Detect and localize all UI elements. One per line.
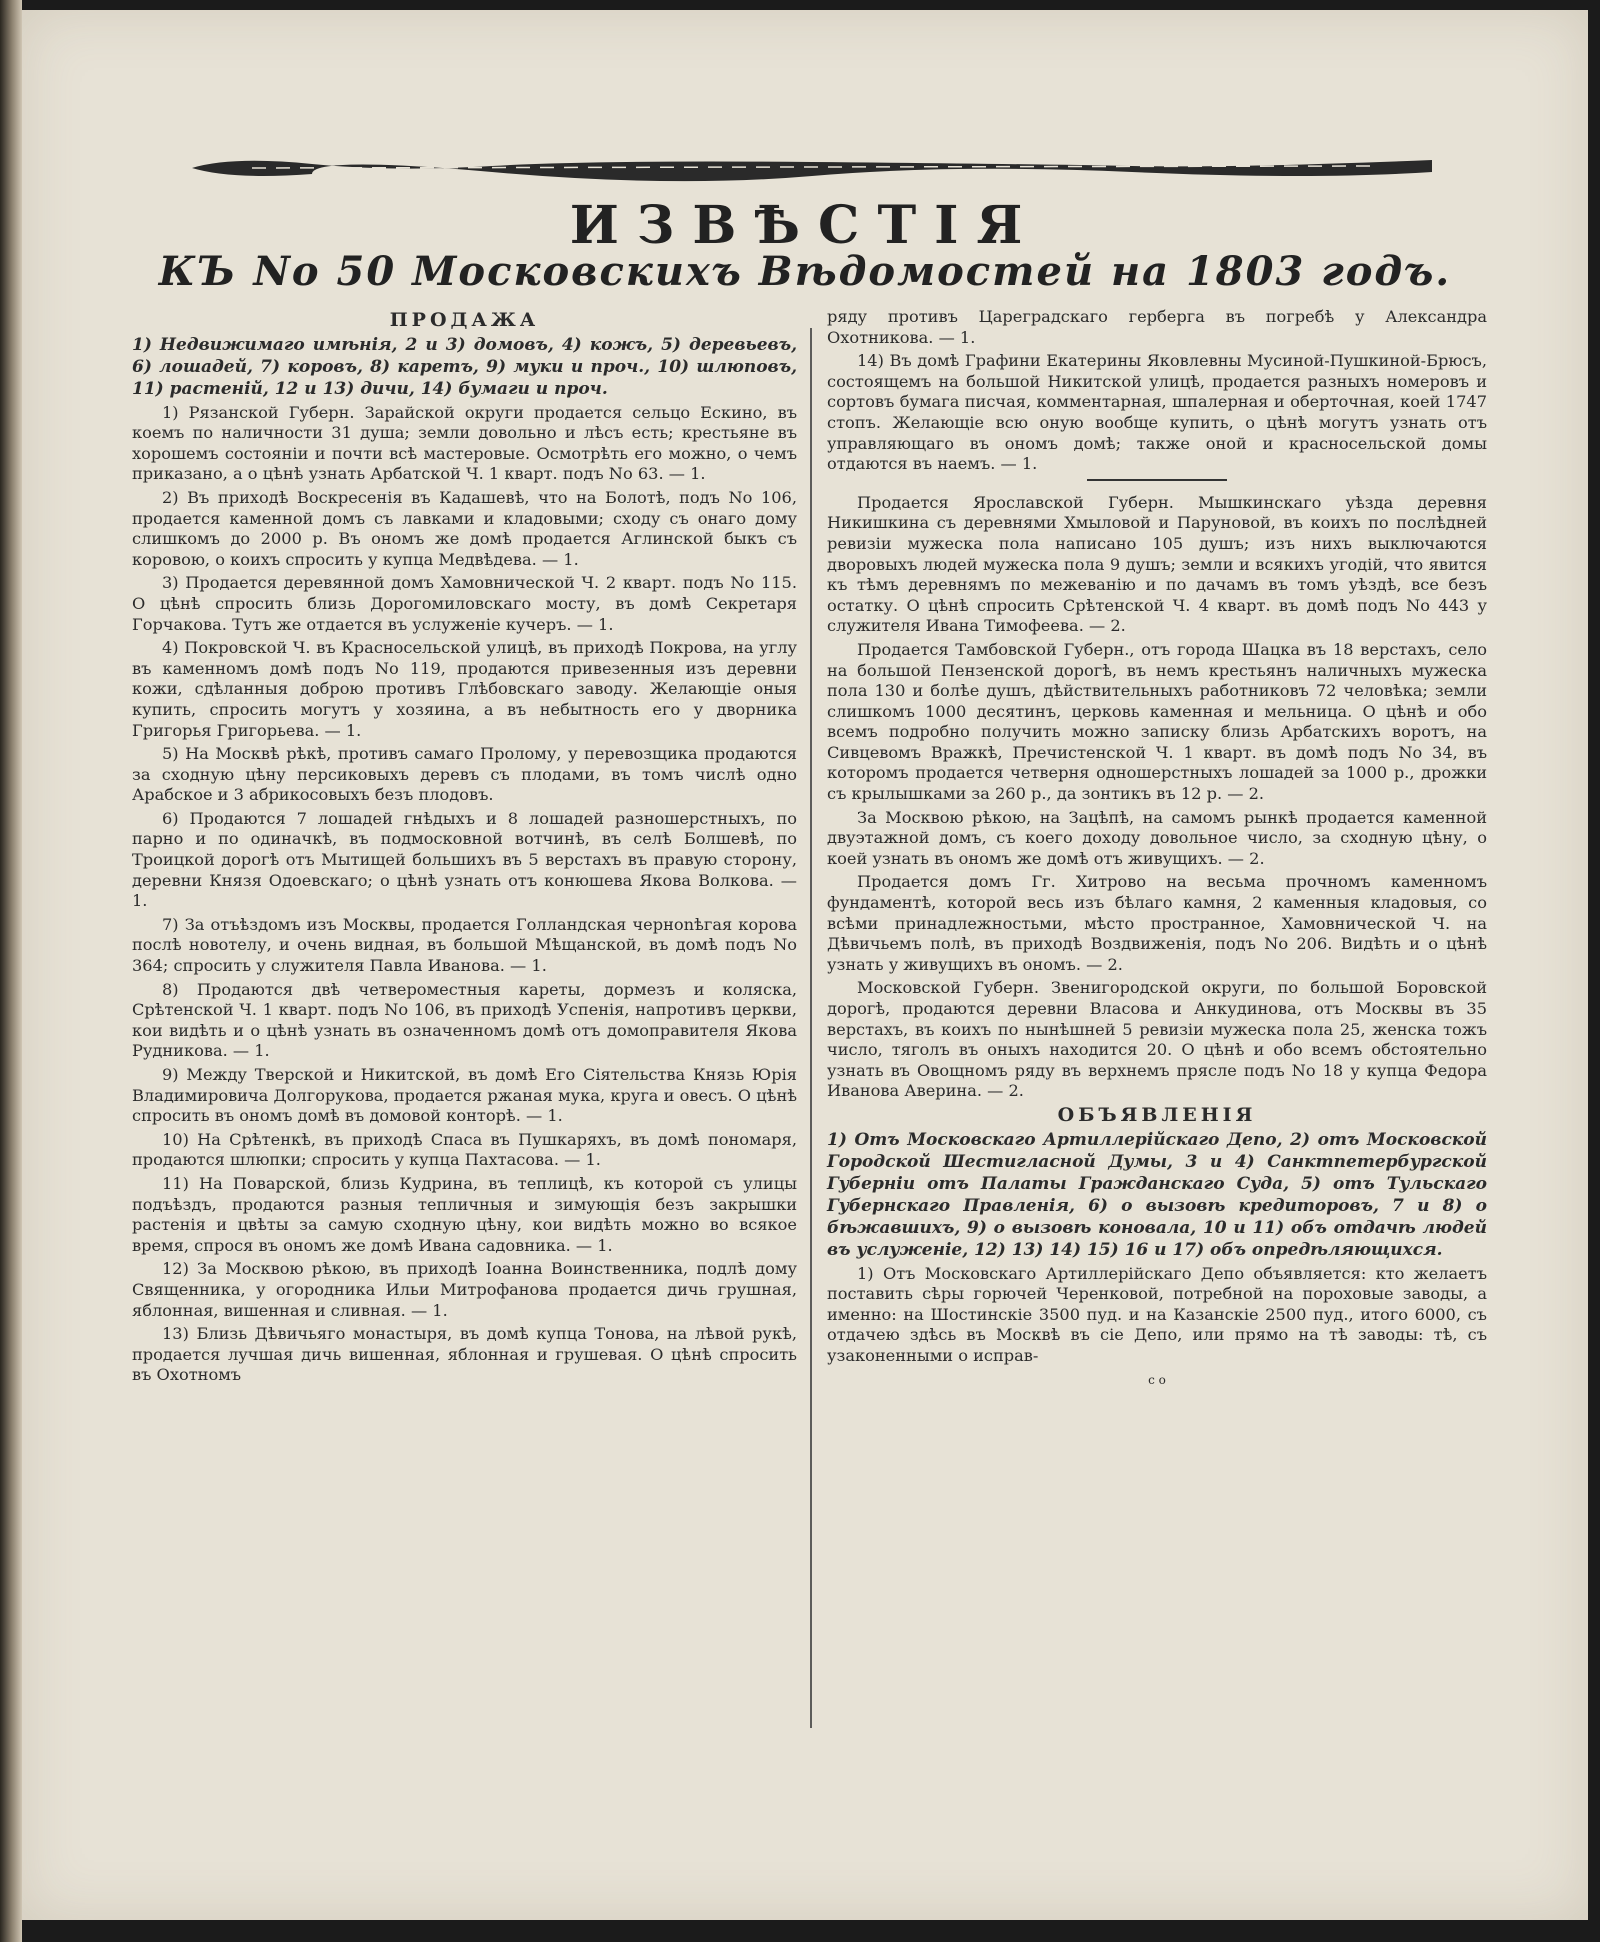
sale-item: 10) На Срѣтенкѣ, въ приходѣ Спаса въ Пушкаряхъ, въ домѣ пономаря, продаются шлюпки; спросить у купца Пахтасова. — 1. (132, 1129, 797, 1170)
announcements-heading: ОБЪЯВЛЕНІЯ (1057, 1103, 1257, 1126)
estate-notice: За Москвою рѣкою, на Зацѣпѣ, на самомъ рынкѣ продается каменной двуэтажной домъ, съ коего доходу довольное число, за сходную цѣну, о коей узнать въ ономъ же домѣ отъ живущихъ. — 2. (827, 807, 1487, 868)
right-column (827, 307, 1487, 1393)
sale-item: 14) Въ домѣ Графини Екатерины Яковлевны Мусиной-Пушкиной-Брюсъ, состоящемъ на большой Никитской улицѣ, продается разныхъ номеровъ и сортовъ бумага писчая, комментарная, шпалерная и оберточная, коей 1747 стопъ. Желающіе всю оную вообще купить, о цѣнѣ могутъ узнать отъ управляющаго въ ономъ домѣ; также оной и красносельской домы отдаются въ наемъ. — 1. (827, 351, 1487, 474)
sale-item: 4) Покровской Ч. въ Красносельской улицѣ, въ приходѣ Покрова, на углу въ каменномъ домѣ подъ No 119, продаются привезенныя изъ деревни кожи, сдѣланныя доброю противъ Глѣбовскаго заводу. Желающіе оныя купить, спросить могутъ у хозяина, а въ небытность его у дворника Григорья Григорьева. — 1. (132, 638, 797, 740)
sale-item: 9) Между Тверской и Никитской, въ домѣ Его Сіятельства Князь Юрія Владимировича Долгорукова, продается ржаная мука, круга и овесъ. О цѣнѣ спросить въ ономъ домѣ въ домовой конторѣ. — 1. (132, 1065, 797, 1126)
announcement-item: 1) Отъ Московскаго Артиллерійскаго Депо объявляется: кто желаетъ поставить сѣры горючей Черенковой, потребной на пороховые заводы, а именно: на Шостинскіе 3500 пуд. и на Казанскіе 2500 пуд., итого 6000, съ отдачею здѣсь въ Москвѣ въ сіе Депо, или прямо на тѣ заводы: тѣ, съ узаконенными о исправ- (827, 1263, 1487, 1365)
sale-item: 5) На Москвѣ рѣкѣ, противъ самаго Пролому, у перевозщика продаются за сходную цѣну персиковыхъ деревъ съ плодами, въ томъ числѣ одно Арабское и 3 абрикосовыхъ безъ плодовъ. (132, 744, 797, 805)
masthead-title: ИЗВѢСТІЯ (569, 195, 1041, 256)
sale-item: 13) Близь Дѣвичьяго монастыря, въ домѣ купца Тонова, на лѣвой рукѣ, продается лучшая дичь вишенная, яблонная и грушевая. О цѣнѣ спросить въ Охотномъ (132, 1324, 797, 1385)
estate-notice: Продается домъ Гг. Хитрово на весьма прочномъ каменномъ фундаментѣ, которой весь изъ бѣлаго камня, 2 каменныя кладовыя, со всѣми принадлежностьми, мѣсто пространное, Хамовнической Ч. на Дѣвичьемъ полѣ, въ приходѣ Воздвиженія, подъ No 206. Видѣть и о цѣнѣ узнать у живущихъ въ ономъ. — 2. (827, 872, 1487, 974)
column-divider (810, 328, 812, 1728)
book-spine (0, 0, 22, 1942)
section-rule (1087, 479, 1227, 481)
ornamental-rule (192, 150, 1432, 186)
announcements-index: 1) Отъ Московскаго Артиллерійскаго Депо, 2) отъ Московской Городской Шестигласной Думы, 3 и 4) Санктпетербургской Губерніи отъ Палаты Гражданскаго Суда, 5) отъ Тульскаго Губернскаго Правленія, 6) о вызовѣ кредиторовъ, 7 и 8) о бѣжавшихъ, 9) о вызовѣ коновала, 10 и 11) объ отдачѣ людей въ услуженіе, 12) 13) 14) 15) 16 и 17) объ опредѣляющихся. (827, 1129, 1487, 1260)
sale-item: 8) Продаются двѣ четвероместныя кареты, дормезъ и коляска, Срѣтенской Ч. 1 кварт. подъ No 106, въ приходѣ Успенія, напротивъ церкви, кои видѣть и о цѣнѣ узнать въ означенномъ домѣ отъ домоправителя Якова Рудникова. — 1. (132, 979, 797, 1061)
masthead-subtitle: КЪ No 50 Московскихъ Вѣдомостей на 1803 годъ. (158, 248, 1452, 295)
left-column (132, 310, 797, 1389)
carryover-text: ряду противъ Цареградскаго герберга въ погребѣ у Александра Охотникова. — 1. (827, 307, 1487, 347)
sale-index: 1) Недвижимаго имѣнія, 2 и 3) домовъ, 4) кожъ, 5) деревьевъ, 6) лошадей, 7) коровъ, 8) каретъ, 9) муки и проч., 10) шлюповъ, 11) растеній, 12 и 13) дичи, 14) бумаги и проч. (132, 334, 797, 399)
estate-notice: Московской Губерн. Звенигородской округи, по большой Боровской дорогѣ, продаются деревни Власова и Анкудинова, отъ Москвы въ 35 верстахъ, въ коихъ по нынѣшней 5 ревизіи мужеска пола 25, женска тожъ число, тяголъ въ оныхъ находится 20. О цѣнѣ и обо всемъ обстоятельно узнать въ Овощномъ ряду въ верхнемъ прясле подъ No 18 у купца Федора Ивановa Аверина. — 2. (827, 978, 1487, 1101)
sale-item: 6) Продаются 7 лошадей гнѣдыхъ и 8 лошадей разношерстныхъ, по парно и по одиначкѣ, въ подмосковной вотчинѣ, въ селѣ Болшевѣ, по Троицкой дорогѣ отъ Мытищей большихъ въ 5 верстахъ въ правую сторону, деревни Князя Одоевскаго; о цѣнѣ узнать отъ конюшева Якова Волкова. — 1. (132, 808, 797, 911)
sale-item: 1) Рязанской Губерн. Зарайской округи продается сельцо Ескино, въ коемъ по наличности 31 душа; земли довольно и лѣсъ есть; крестьяне въ хорошемъ состояніи и почти всѣ мастеровые. Осмотрѣть его можно, о чемъ приказано, а о цѣнѣ узнать Арбатской Ч. 1 кварт. подъ No 63. — 1. (132, 402, 797, 484)
page-signature: с о (1148, 1372, 1166, 1387)
estate-notice: Продается Тамбовской Губерн., отъ города Шацка въ 18 верстахъ, село на большой Пензенской дорогѣ, въ немъ крестьянъ наличныхъ мужеска пола 130 и болѣе душъ, дѣйствительныхъ работниковъ 72 человѣка; земли слишкомъ 1000 десятинъ, церковь каменная и мельница. О цѣнѣ и обо всемъ подробно получить можно записку близь Арбатскихъ воротъ, на Сивцевомъ Вражкѣ, Пречистенской Ч. 1 кварт. въ домѣ подъ No 34, въ которомъ продается четверня одношерстныхъ лошадей за 1000 р., дрожки съ крылышками за 260 р., да зонтикъ въ 12 р. — 2. (827, 639, 1487, 804)
sale-item: 3) Продается деревянной домъ Хамовнической Ч. 2 кварт. подъ No 115. О цѣнѣ спросить близь Дорогомиловскаго мосту, въ домѣ Секретаря Горчакова. Тутъ же отдается въ услуженіе кучеръ. — 1. (132, 573, 797, 634)
sale-heading: ПРОДАЖА (389, 309, 540, 331)
newspaper-page (22, 10, 1588, 1920)
sale-item: 2) Въ приходѣ Воскресенія въ Кадашевѣ, что на Болотѣ, подъ No 106, продается каменной домъ съ лавками и кладовыми; сходу съ онаго дому слишкомъ до 2000 р. Въ ономъ же домѣ продается Аглинской быкъ съ коровою, о коихъ спросить у купца Медвѣдева. — 1. (132, 487, 797, 569)
estate-notice: Продается Ярославской Губерн. Мышкинскаго уѣзда деревня Никишкина съ деревнями Хмыловой и Паруновой, въ коихъ по послѣдней ревизіи мужеска пола написано 105 душъ; изъ нихъ выключаются дворовыхъ людей мужеска пола 9 душъ; земли и всякихъ угодій, что явится къ тѣмъ деревнямъ по межеванію и по дачамъ въ томъ уѣздѣ, все безъ остатку. О цѣнѣ спросить Срѣтенской Ч. 4 кварт. въ домѣ подъ No 443 у служителя Ивана Тимофеева. — 2. (827, 492, 1487, 636)
sale-item: 11) На Поварской, близь Кудрина, въ теплицѣ, къ которой съ улицы подъѣздъ, продаются разныя тепличныя и зимующія безъ закрышки растенія и цвѣты за самую сходную цѣну, кои видѣть можно во всякое время, спрося въ ономъ же домѣ Ивана садовника. — 1. (132, 1173, 797, 1255)
sale-item: 7) За отъѣздомъ изъ Москвы, продается Голландская черноnѣгая корова послѣ новотелу, и очень видная, въ большой Мѣщанской, въ домѣ подъ No 364; спросить у служителя Павла Иванова. — 1. (132, 914, 797, 976)
sale-item: 12) За Москвою рѣкою, въ приходѣ Іоанна Воинственника, подлѣ дому Священника, у огородника Ильи Митрофанова продается дичь грушная, яблонная, вишенная и сливная. — 1. (132, 1259, 797, 1320)
